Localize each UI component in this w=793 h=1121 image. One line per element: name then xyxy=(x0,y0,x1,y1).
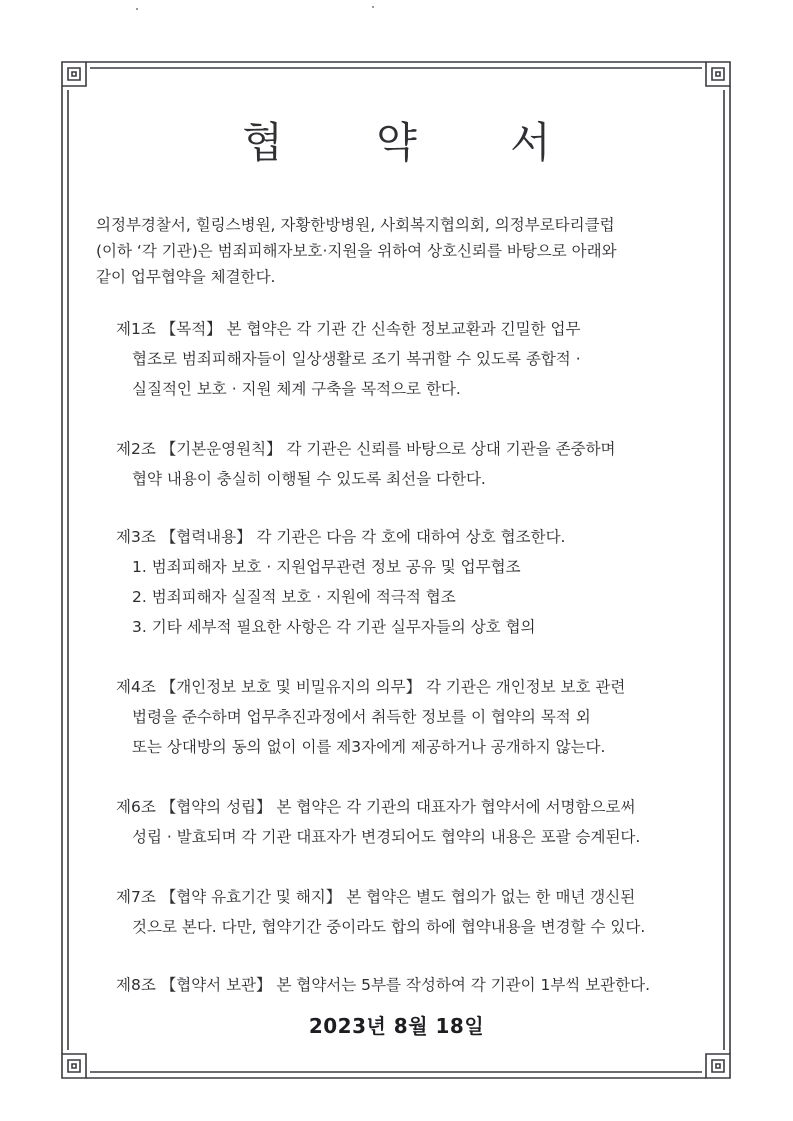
article-line: 또는 상대방의 동의 없이 이를 제3자에게 제공하거나 공개하지 않는다. xyxy=(132,738,606,756)
article-item: 2. 범죄피해자 실질적 보호 · 지원에 적극적 협조 xyxy=(132,588,456,606)
intro-paragraph xyxy=(96,212,716,290)
intro-line: (이하 ‘각 기관)은 범죄피해자보호·지원을 위하여 상호신뢰를 바탕으로 아래와 xyxy=(96,242,617,260)
article-7 xyxy=(116,882,696,942)
article-line: 것으로 본다. 다만, 협약기간 중이라도 합의 하에 협약내용을 변경할 수 있다. xyxy=(132,918,646,936)
article-line: 제6조 【협약의 성립】 본 협약은 각 기관의 대표자가 협약서에 서명함으로써 xyxy=(116,798,636,816)
intro-line: 같이 업무협약을 체결한다. xyxy=(96,268,276,286)
article-line: 제2조 【기본운영원칙】 각 기관은 신뢰를 바탕으로 상대 기관을 존중하며 xyxy=(116,440,616,458)
article-6 xyxy=(116,792,696,852)
article-item: 1. 범죄피해자 보호 · 지원업무관련 정보 공유 및 업무협조 xyxy=(132,558,521,576)
article-line: 법령을 준수하며 업무추진과정에서 취득한 정보를 이 협약의 목적 외 xyxy=(132,708,591,726)
article-line: 제8조 【협약서 보관】 본 협약서는 5부를 작성하여 각 기관이 1부씩 보관한다. xyxy=(116,976,651,994)
article-line: 협조로 범죄피해자들이 일상생활로 조기 복귀할 수 있도록 종합적 · xyxy=(132,350,581,368)
article-item: 3. 기타 세부적 필요한 사항은 각 기관 실무자들의 상호 협의 xyxy=(132,618,536,636)
article-line: 제1조 【목적】 본 협약은 각 기관 간 신속한 정보교환과 긴밀한 업무 xyxy=(116,320,581,338)
article-line: 제4조 【개인정보 보호 및 비밀유지의 의무】 각 기관은 개인정보 보호 관련 xyxy=(116,678,626,696)
article-line: 제3조 【협력내용】 각 기관은 다음 각 호에 대하여 상호 협조한다. xyxy=(116,528,566,546)
article-line: 협약 내용이 충실히 이행될 수 있도록 최선을 다한다. xyxy=(132,470,486,488)
article-line: 실질적인 보호 · 지원 체계 구축을 목적으로 한다. xyxy=(132,380,461,398)
article-8 xyxy=(116,970,696,1000)
article-1 xyxy=(116,314,696,404)
article-line: 성립 · 발효되며 각 기관 대표자가 변경되어도 협약의 내용은 포괄 승계된다. xyxy=(132,828,641,846)
scan-speck xyxy=(372,6,374,8)
article-4 xyxy=(116,672,696,762)
intro-line: 의정부경찰서, 힐링스병원, 자황한방병원, 사회복지협의회, 의정부로타리클럽 xyxy=(96,216,615,234)
article-line: 제7조 【협약 유효기간 및 해지】 본 협약은 별도 협의가 없는 한 매년 갱신된 xyxy=(116,888,636,906)
article-3 xyxy=(116,522,696,642)
agreement-date: 2023년 8월 18일 xyxy=(308,1014,485,1038)
scan-speck xyxy=(136,8,138,10)
document-title: 협 약 서 xyxy=(242,118,591,167)
article-2 xyxy=(116,434,696,494)
